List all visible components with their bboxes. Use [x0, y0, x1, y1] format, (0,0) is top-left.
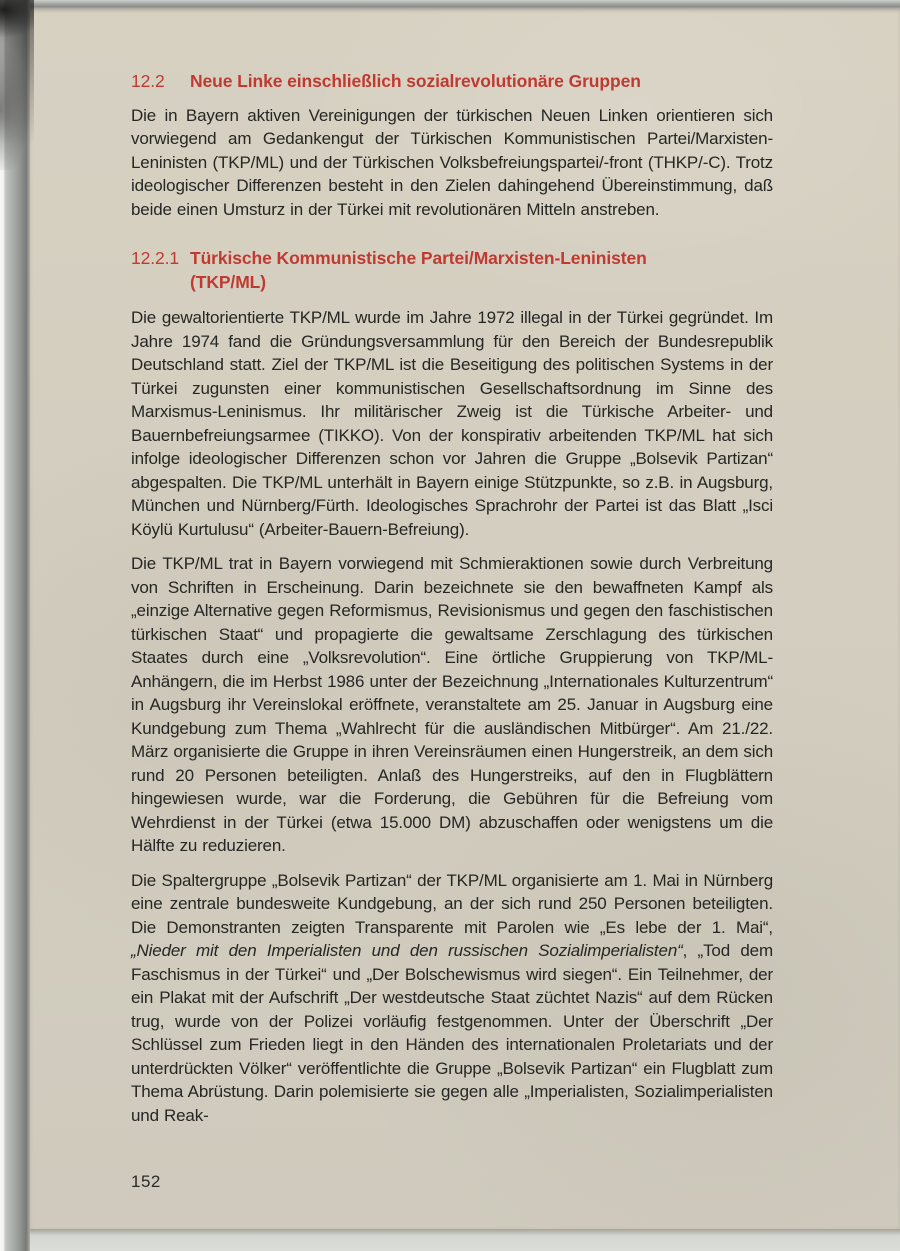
- paragraph-intro: Die in Bayern aktiven Vereinigungen der türkischen Neuen Linken orientieren sich vorwiegend am Gedankengut der Türkischen Kommunistischen Partei/Marxisten-Leninisten (TKP/ML) und der Türkischen Volksbefreiungspartei/-front (THKP/-C). Trotz ideologischer Differenzen besteht in den Zielen dahingehend Übereinstimmung, daß beide einen Umsturz in der Türkei mit revolutionären Mitteln anstreben.: [131, 105, 773, 219]
- subsection-number: 12.2.1: [131, 248, 180, 268]
- section-title: Neue Linke einschließlich sozialrevolutionäre Gruppen: [190, 71, 641, 91]
- subsection-title: [190, 248, 647, 292]
- paragraph-segment: , „Tod dem Faschismus in der Türkei“ und „Der Bolschewismus wird siegen“. Ein Teilnehmer, der ein Plakat mit der Aufschrift „Der westdeutsche Staat züchtet Nazis“ auf dem Rücken trug, wurde von der Polizei vorläufig festgenommen. Unter der Überschrift „Der Schlüssel zum Frieden liegt in den Händen des internationalen Proletariats und der unterdrückten Völker“ veröffentlichte die Gruppe „Bolsevik Partizan“ ein Flugblatt zum Thema Abrüstung. Darin polemisierte sie gegen alle „Imperialisten, Sozialimperialisten und Reak-: [131, 941, 773, 1125]
- section-heading-12-2: [131, 70, 773, 94]
- paragraph-tkpml-activities: Die TKP/ML trat in Bayern vorwiegend mit Schmieraktionen sowie durch Verbreitung von Schriften in Erscheinung. Darin bezeichnete sie den bewaffneten Kampf als „einzige Alternative gegen Reformismus, Revisionismus und gegen den faschistischen türkischen Staat“ und propagierte die gewaltsame Zerschlagung des türkischen Staates durch eine „Volksrevolution“. Eine örtliche Gruppierung von TKP/ML-Anhängern, die im Herbst 1986 unter der Bezeichnung „Internationales Kulturzentrum“ in Augsburg ihr Vereinslokal eröffnete, veranstaltete am 25. Januar in Augsburg eine Kundgebung zum Thema „Wahlrecht für die ausländischen Mitbürger“. Am 21./22. März organisierte die Gruppe in ihren Vereinsräumen einen Hungerstreik, an dem sich rund 20 Personen beteiligten. Anlaß des Hungerstreiks, auf den in Flugblättern hingewiesen wurde, war die Forderung, die Gebühren für die Befreiung vom Wehrdienst in der Türkei (etwa 15.000 DM) abzuschaffen oder wenigstens um die Hälfte zu reduzieren.: [131, 554, 773, 855]
- paragraph-bolsevik-partizan: [131, 869, 773, 1128]
- subsection-heading-12-2-1: [131, 247, 773, 294]
- document-page: [26, 8, 900, 1230]
- scan-left-edge: [0, 0, 30, 1251]
- paragraph-segment-italic: „Nieder mit den Imperialisten und den russischen Sozialimperialisten“: [131, 941, 683, 960]
- scan-top-edge: [0, 0, 900, 9]
- page-content: [131, 70, 773, 1138]
- section-number: 12.2: [131, 71, 165, 91]
- scan-bottom-edge: [0, 1229, 900, 1251]
- subsection-title-line2: (TKP/ML): [190, 271, 266, 292]
- scan-corner-shadow: [0, 0, 34, 170]
- paragraph-segment: Die Spaltergruppe „Bolsevik Partizan“ der TKP/ML organisierte am 1. Mai in Nürnberg eine zentrale bundesweite Kundgebung, an der sich rund 250 Personen beteiligten. Die Demonstranten zeigten Transparente mit Parolen wie „Es lebe der 1. Mai“,: [131, 870, 773, 937]
- page-number: 152: [131, 1172, 161, 1191]
- paragraph-tkpml-founding: Die gewaltorientierte TKP/ML wurde im Jahre 1972 illegal in der Türkei gegründet. Im Jahre 1974 fand die Gründungsversammlung für den Bereich der Bundesrepublik Deutschland statt. Ziel der TKP/ML ist die Beseitigung des politischen Systems in der Türkei zugunsten einer kommunistischen Gesellschaftsordnung im Sinne des Marxismus-Leninismus. Ihr militärischer Zweig ist die Türkische Arbeiter- und Bauernbefreiungsarmee (TIKKO). Von der konspirativ arbeitenden TKP/ML hat sich infolge ideologischer Differenzen schon vor Jahren die Gruppe „Bolsevik Partizan“ abgespalten. Die TKP/ML unterhält in Bayern einige Stützpunkte, so z.B. in Augsburg, München und Nürnberg/Fürth. Ideologisches Sprachrohr der Partei ist das Blatt „Isci Köylü Kurtulusu“ (Arbeiter-Bauern-Befreiung).: [131, 308, 773, 539]
- subsection-title-line1: Türkische Kommunistische Partei/Marxisten-Leninisten: [190, 248, 647, 268]
